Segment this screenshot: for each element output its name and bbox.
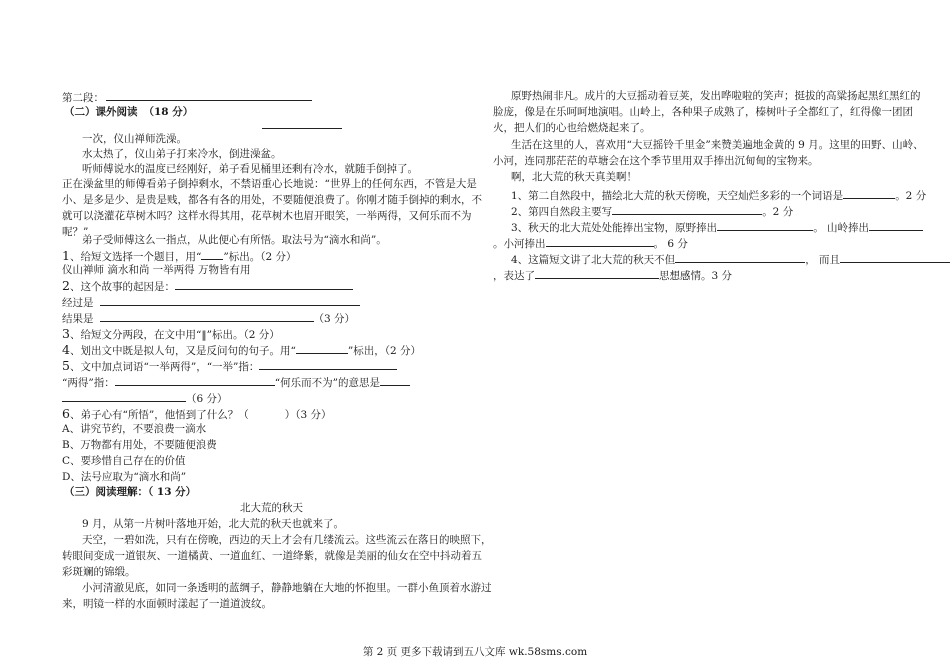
story-paragraph-2-line-1: 天空，一碧如洗，只有在傍晚，西边的天上才会有几缕流云。这些流云在落日的映照下，: [82, 534, 492, 546]
paragraph-4-line-4: 呢？”: [62, 226, 89, 238]
section2-label: 第二段：: [62, 92, 104, 104]
title-blank-line: [262, 116, 342, 135]
rq4-blank-3[interactable]: [535, 266, 659, 279]
rq4-end: 思想感情。3 分: [659, 270, 733, 282]
q6-number: 6: [62, 406, 70, 421]
rq4-mid: ， 而且: [805, 254, 841, 266]
rq2-blank[interactable]: [612, 202, 762, 215]
q2-process-label: 经过是: [62, 297, 94, 309]
q6-option-d: D、法号应取为“滴水和尚”: [62, 471, 187, 483]
story-paragraph-1: 9 月，从第一片树叶落地开始，北大荒的秋天也就来了。: [82, 518, 345, 530]
r-question-4-line-2: [493, 266, 732, 285]
q5-heleer-blank[interactable]: [380, 373, 410, 386]
q5-heleer-label: “何乐而不为”的意思是: [274, 377, 380, 389]
part2-score: （18 分）: [143, 106, 194, 118]
q2-text: 、这个故事的起因是：: [69, 281, 175, 293]
q4-text: 、划出文中既是拟人句，又是反问句的句子。用“: [69, 345, 296, 357]
part2-title: （二）课外阅读: [64, 106, 138, 118]
q1-text-end: ”标出。（2 分）: [223, 251, 297, 263]
story-paragraph-4-line-3: 火，把人们的心也给燃烧起来了。: [493, 122, 651, 134]
q5-liangde-label: “两得”指：: [62, 377, 115, 389]
rq3-text: 3、秋天的北大荒处处能捧出宝物，原野捧出: [511, 222, 718, 234]
page-footer: 第 2 页 更多下载请到五八文库 wk.58sms.com: [362, 646, 588, 658]
story-title: 北大荒的秋天: [240, 502, 303, 514]
story-paragraph-3-line-2: 来，明镜一样的水面顿时漾起了一道道波纹。: [62, 598, 272, 610]
part2-heading: [64, 104, 193, 121]
rq1-score: 。2 分: [895, 190, 927, 202]
q5-score: （6 分）: [186, 393, 228, 405]
q5-text: 、文中加点词语“一举两得”，“一举”指：: [69, 361, 260, 373]
q2-cause-blank[interactable]: [175, 277, 353, 290]
rq2-score: 。2 分: [762, 206, 794, 218]
paragraph-4-line-1: 正在澡盆里的师傅看弟子倒掉剩水，不禁语重心长地说：“世界上的任何东西，不管是大是: [62, 178, 477, 190]
q5-number: 5: [62, 358, 70, 373]
story-paragraph-5-line-1: 生活在这里的人，喜欢用“大豆摇铃千里金”来赞美遍地金黄的 9 月。这里的田野、山岭、: [511, 139, 924, 151]
q3-number: 3: [62, 326, 70, 341]
title-blank[interactable]: [262, 116, 342, 129]
story-paragraph-2-line-2: 转眼间变成一道银灰、一道橘黄、一道血红、一道绛紫，就像是美丽的仙女在空中抖动着五: [62, 550, 482, 562]
q6-text: 、弟子心有“所悟”，他悟到了什么？（: [69, 409, 249, 421]
paragraph-2: 水太热了，仪山弟子打来冷水，倒进澡盆。: [82, 148, 282, 160]
q5-yiju-blank[interactable]: [259, 357, 397, 370]
q1-number: 1: [62, 248, 70, 263]
q1-options: 仪山禅师 滴水和尚 一举两得 万物皆有用: [62, 264, 251, 276]
q1-text: 、给短文选择一个题目，用“: [69, 251, 202, 263]
rq4-express-label: ，表达了: [493, 270, 535, 282]
q1-mark-blank[interactable]: [201, 247, 223, 260]
q2-result-blank[interactable]: [100, 309, 314, 322]
rq4-text: 4、这篇短文讲了北大荒的秋天不但: [511, 254, 676, 266]
q4-number: 4: [62, 342, 70, 357]
q4-mark-blank[interactable]: [296, 341, 348, 354]
q6-option-b: B、万物都有用处，不要随便浪费: [62, 439, 217, 451]
q2-score: （3 分）: [313, 313, 356, 325]
paragraph-1: 一次，仪山禅师洗澡。: [82, 133, 187, 145]
paragraph-5: 弟子受师傅这么一指点，从此便心有所悟。取法号为“滴水和尚”。: [82, 234, 387, 246]
q2-number: 2: [62, 278, 70, 293]
story-paragraph-6: 啊，北大荒的秋天真美啊！: [511, 171, 637, 183]
rq2-text: 2、第四自然段主要写: [511, 206, 613, 218]
story-paragraph-4-line-1: 原野热闹非凡。成片的大豆摇动着豆荚，发出哗啦啦的笑声；挺拔的高粱扬起黑红黑红的: [511, 90, 921, 102]
rq4-blank-2[interactable]: [840, 250, 950, 263]
story-paragraph-3-line-1: 小河清澈见底，如同一条透明的蓝绸子，静静地躺在大地的怀抱里。一群小鱼顶着水游过: [82, 582, 492, 594]
paragraph-4-line-2: 小、是多是少、是贵是贱，都各有各的用处，不要随便浪费了。你刚才随手倒掉的剩水，不: [62, 194, 482, 206]
rq1-blank[interactable]: [843, 186, 895, 199]
q5-heleer-blank-2[interactable]: [62, 389, 186, 402]
paragraph-4-line-3: 就可以浇灌花草树木吗？这样水得其用，花草树木也眉开眼笑，一举两得，又何乐而不为: [62, 210, 472, 222]
paragraph-3: 听师傅说水的温度已经刚好，弟子看见桶里还剩有冷水，就随手倒掉了。: [82, 163, 418, 175]
q3-text: 、给短文分两段，在文中用“‖”标出。（2 分）: [69, 329, 280, 341]
q5-liangde-blank[interactable]: [115, 373, 275, 386]
rq1-text: 1、第二自然段中，描绘北大荒的秋天傍晚，天空灿烂多彩的一个词语是: [511, 190, 844, 202]
q6-text-end: ）（3 分）: [284, 409, 332, 421]
rq3-mountain-blank[interactable]: [869, 218, 923, 231]
q4-text-end: ”标出，（2 分）: [347, 345, 421, 357]
answer-blank[interactable]: [106, 88, 312, 101]
rq3-river-label: 。小河捧出: [493, 238, 546, 250]
q6-option-a: A、讲究节约，不要浪费一滴水: [62, 423, 207, 435]
rq3-score: 。 6 分: [653, 238, 688, 250]
q2-process-blank[interactable]: [100, 293, 360, 306]
rq4-blank-1[interactable]: [675, 250, 805, 263]
rq3-mountain-label: 。 山岭捧出: [813, 222, 870, 234]
rq3-field-blank[interactable]: [717, 218, 813, 231]
story-paragraph-4-line-2: 脸庞，像是在乐呵呵地演唱。山岭上，各种果子成熟了，榛树叶子全都红了，红得像一团团: [493, 106, 913, 118]
story-paragraph-5-line-2: 小河，连同那茫茫的草塘会在这个季节里用双手捧出沉甸甸的宝物来。: [493, 155, 819, 167]
story-paragraph-2-line-3: 彩斑斓的锦缎。: [62, 566, 136, 578]
rq3-river-blank[interactable]: [546, 234, 654, 247]
part3-heading: （三）阅读理解：（ 13 分）: [64, 486, 197, 498]
q6-option-c: C、要珍惜自己存在的价值: [62, 455, 186, 467]
q2-result-label: 结果是: [62, 313, 94, 325]
